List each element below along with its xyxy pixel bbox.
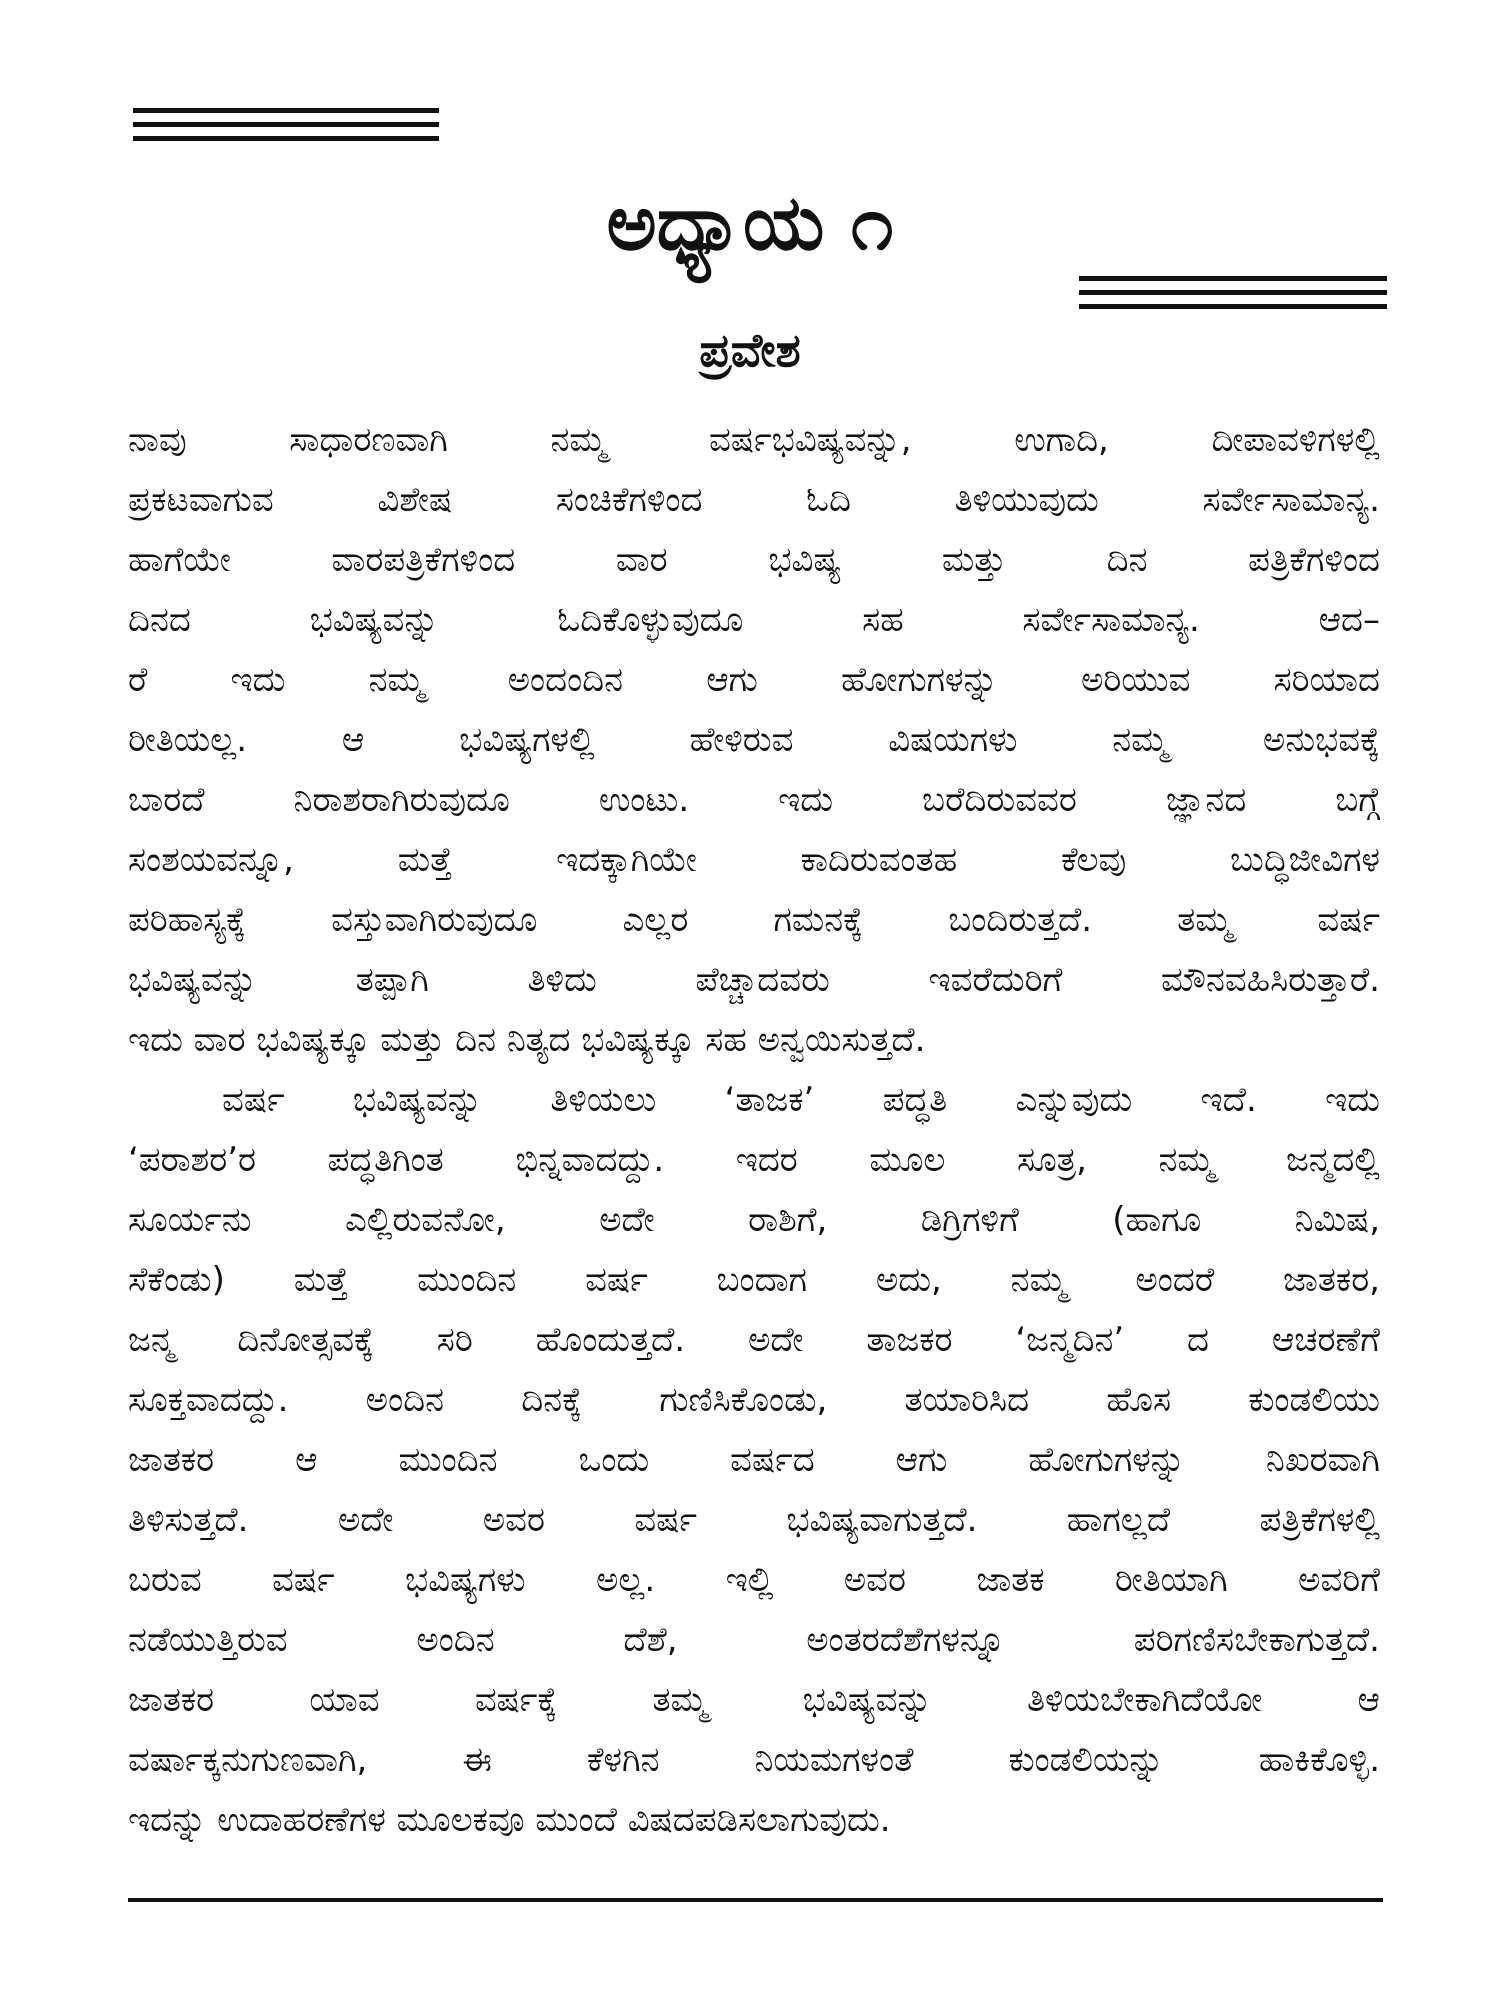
decorative-rule [1079, 290, 1387, 295]
top-right-decorative-rules [1079, 276, 1387, 309]
text-line: ನಡೆಯುತ್ತಿರುವ ಅಂದಿನ ದೆಶೆ, ಅಂತರದೆಶೆಗಳನ್ನೂ ಪರಿಗಣಿಸಬೇಕಾಗುತ್ತದೆ. [128, 1620, 1380, 1660]
section-title: ಪ್ರವೇಶ [699, 323, 801, 377]
body-text [128, 410, 1380, 1850]
text-line: ‘ಪರಾಶರ’ರ ಪದ್ಧತಿಗಿಂತ ಭಿನ್ನವಾದದ್ದು. ಇದರ ಮೂಲ ಸೂತ್ರ, ನಮ್ಮ ಜನ್ಮದಲ್ಲಿ [128, 1140, 1380, 1180]
paragraph-2 [128, 1070, 1380, 1850]
text-line: ಭವಿಷ್ಯವನ್ನು ತಪ್ಪಾಗಿ ತಿಳಿದು ಪೆಚ್ಚಾದವರು ಇವರೆದುರಿಗೆ ಮೌನವಹಿಸಿರುತ್ತಾರೆ. [128, 960, 1380, 1000]
text-line: ರೀತಿಯಲ್ಲ. ಆ ಭವಿಷ್ಯಗಳಲ್ಲಿ ಹೇಳಿರುವ ವಿಷಯಗಳು ನಮ್ಮ ಅನುಭವಕ್ಕೆ [128, 720, 1380, 760]
text-line: ಇದನ್ನು ಉದಾಹರಣೆಗಳ ಮೂಲಕವೂ ಮುಂದೆ ವಿಷದಪಡಿಸಲಾಗುವುದು. [128, 1800, 891, 1840]
decorative-rule [1079, 276, 1387, 281]
decorative-rule [133, 122, 439, 127]
text-line: ರೆ ಇದು ನಮ್ಮ ಅಂದಂದಿನ ಆಗು ಹೋಗುಗಳನ್ನು ಅರಿಯುವ ಸರಿಯಾದ [128, 660, 1380, 700]
text-line: ತಿಳಿಸುತ್ತದೆ. ಅದೇ ಅವರ ವರ್ಷ ಭವಿಷ್ಯವಾಗುತ್ತದೆ. ಹಾಗಲ್ಲದೆ ಪತ್ರಿಕೆಗಳಲ್ಲಿ [128, 1500, 1380, 1540]
text-line: ಜನ್ಮ ದಿನೋತ್ಸವಕ್ಕೆ ಸರಿ ಹೊಂದುತ್ತದೆ. ಅದೇ ತಾಜಕರ ‘ಜನ್ಮದಿನ’ ದ ಆಚರಣೆಗೆ [128, 1320, 1380, 1360]
text-line: ಬರುವ ವರ್ಷ ಭವಿಷ್ಯಗಳು ಅಲ್ಲ. ಇಲ್ಲಿ ಅವರ ಜಾತಕ ರೀತಿಯಾಗಿ ಅವರಿಗೆ [128, 1560, 1380, 1600]
text-line: ಜಾತಕರ ಯಾವ ವರ್ಷಕ್ಕೆ ತಮ್ಮ ಭವಿಷ್ಯವನ್ನು ತಿಳಿಯಬೇಕಾಗಿದೆಯೋ ಆ [128, 1680, 1380, 1720]
text-line: ಬಾರದೆ ನಿರಾಶರಾಗಿರುವುದೂ ಉಂಟು. ಇದು ಬರೆದಿರುವವರ ಜ್ಞಾನದ ಬಗ್ಗೆ [128, 780, 1380, 820]
chapter-title: ಅಧ್ಯಾಯ ೧ [606, 178, 894, 267]
top-left-decorative-rules [133, 108, 439, 141]
text-line: ಜಾತಕರ ಆ ಮುಂದಿನ ಒಂದು ವರ್ಷದ ಆಗು ಹೋಗುಗಳನ್ನು ನಿಖರವಾಗಿ [128, 1440, 1380, 1480]
text-line: ವರ್ಷ ಭವಿಷ್ಯವನ್ನು ತಿಳಿಯಲು ‘ತಾಜಕ’ ಪದ್ಧತಿ ಎನ್ನುವುದು ಇದೆ. ಇದು [222, 1080, 1380, 1120]
text-line: ಇದು ವಾರ ಭವಿಷ್ಯಕ್ಕೂ ಮತ್ತು ದಿನ ನಿತ್ಯದ ಭವಿಷ್ಯಕ್ಕೂ ಸಹ ಅನ್ವಯಿಸುತ್ತದೆ. [128, 1020, 926, 1060]
text-line: ದಿನದ ಭವಿಷ್ಯವನ್ನು ಓದಿಕೊಳ್ಳುವುದೂ ಸಹ ಸರ್ವೇಸಾಮಾನ್ಯ. ಆದ– [128, 600, 1380, 640]
text-line: ಹಾಗೆಯೇ ವಾರಪತ್ರಿಕೆಗಳಿಂದ ವಾರ ಭವಿಷ್ಯ ಮತ್ತು ದಿನ ಪತ್ರಿಕೆಗಳಿಂದ [128, 540, 1380, 580]
decorative-rule [1079, 304, 1387, 309]
decorative-rule [133, 108, 439, 113]
text-line: ಸೂರ್ಯನು ಎಲ್ಲಿರುವನೋ, ಅದೇ ರಾಶಿಗೆ, ಡಿಗ್ರಿಗಳಿಗೆ (ಹಾಗೂ ನಿಮಿಷ, [128, 1200, 1380, 1240]
bottom-divider-rule [128, 1898, 1383, 1902]
decorative-rule [133, 136, 439, 141]
text-line: ಪ್ರಕಟವಾಗುವ ವಿಶೇಷ ಸಂಚಿಕೆಗಳಿಂದ ಓದಿ ತಿಳಿಯುವುದು ಸರ್ವೇಸಾಮಾನ್ಯ. [128, 480, 1380, 520]
paragraph-1 [128, 410, 1380, 1070]
text-line: ಸೆಕೆಂಡು) ಮತ್ತೆ ಮುಂದಿನ ವರ್ಷ ಬಂದಾಗ ಅದು, ನಮ್ಮ ಅಂದರೆ ಜಾತಕರ, [128, 1260, 1380, 1300]
text-line: ಸೂಕ್ತವಾದದ್ದು. ಅಂದಿನ ದಿನಕ್ಕೆ ಗುಣಿಸಿಕೊಂಡು, ತಯಾರಿಸಿದ ಹೊಸ ಕುಂಡಲಿಯು [128, 1380, 1380, 1420]
text-line: ನಾವು ಸಾಧಾರಣವಾಗಿ ನಮ್ಮ ವರ್ಷಭವಿಷ್ಯವನ್ನು, ಉಗಾದಿ, ದೀಪಾವಳಿಗಳಲ್ಲಿ [128, 420, 1380, 460]
text-line: ಪರಿಹಾಸ್ಯಕ್ಕೆ ವಸ್ತುವಾಗಿರುವುದೂ ಎಲ್ಲರ ಗಮನಕ್ಕೆ ಬಂದಿರುತ್ತದೆ. ತಮ್ಮ ವರ್ಷ [128, 900, 1380, 940]
text-line: ಸಂಶಯವನ್ನೂ, ಮತ್ತೆ ಇದಕ್ಕಾಗಿಯೇ ಕಾದಿರುವಂತಹ ಕೆಲವು ಬುದ್ಧಿಜೀವಿಗಳ [128, 840, 1380, 880]
text-line: ವರ್ಷಾಕ್ಕನುಗುಣವಾಗಿ, ಈ ಕೆಳಗಿನ ನಿಯಮಗಳಂತೆ ಕುಂಡಲಿಯನ್ನು ಹಾಕಿಕೊಳ್ಳಿ. [128, 1740, 1380, 1780]
